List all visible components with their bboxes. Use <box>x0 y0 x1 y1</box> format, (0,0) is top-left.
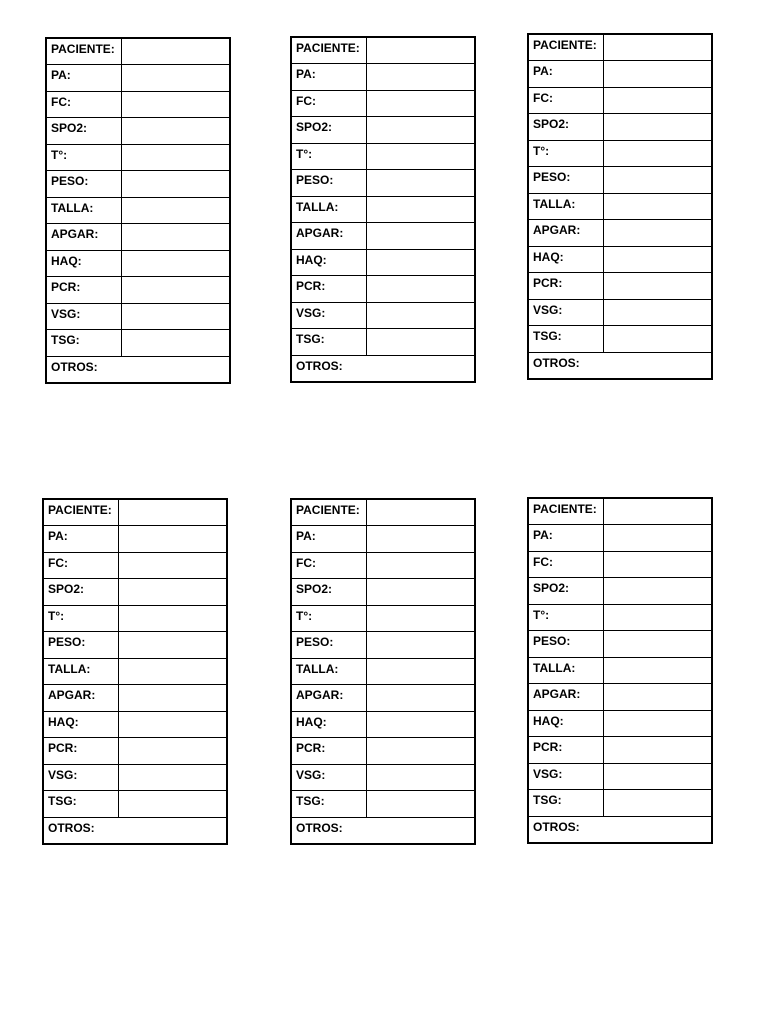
field-value-cell[interactable] <box>121 91 230 118</box>
field-label: FC: <box>291 552 366 579</box>
field-row <box>291 329 475 356</box>
field-label: PCR: <box>43 738 118 765</box>
field-value-cell[interactable] <box>603 631 712 658</box>
field-row <box>528 684 712 711</box>
field-value-cell[interactable] <box>118 764 227 791</box>
field-value-cell[interactable] <box>603 167 712 194</box>
field-label: APGAR: <box>528 220 603 247</box>
field-value-cell[interactable] <box>366 170 475 197</box>
field-row <box>46 38 230 65</box>
field-row <box>291 143 475 170</box>
patient-card <box>527 33 713 380</box>
field-value-cell[interactable] <box>121 118 230 145</box>
otros-row <box>528 352 712 379</box>
field-value-cell[interactable] <box>366 526 475 553</box>
otros-label[interactable]: OTROS: <box>291 817 475 844</box>
field-row <box>528 551 712 578</box>
field-label: TALLA: <box>528 657 603 684</box>
field-label: HAQ: <box>291 711 366 738</box>
field-label: T°: <box>528 604 603 631</box>
field-value-cell[interactable] <box>366 223 475 250</box>
field-row <box>528 710 712 737</box>
field-value-cell[interactable] <box>121 144 230 171</box>
field-row <box>43 499 227 526</box>
field-value-cell[interactable] <box>603 114 712 141</box>
field-row <box>43 764 227 791</box>
field-row <box>291 37 475 64</box>
field-value-cell[interactable] <box>121 224 230 251</box>
field-row <box>46 330 230 357</box>
field-label: FC: <box>46 91 121 118</box>
field-label: TSG: <box>528 790 603 817</box>
field-label: HAQ: <box>528 710 603 737</box>
field-row <box>528 657 712 684</box>
field-value-cell[interactable] <box>121 38 230 65</box>
field-label: SPO2: <box>291 117 366 144</box>
field-row <box>528 61 712 88</box>
field-label: SPO2: <box>43 579 118 606</box>
field-label: VSG: <box>43 764 118 791</box>
field-value-cell[interactable] <box>603 551 712 578</box>
field-value-cell[interactable] <box>366 37 475 64</box>
field-value-cell[interactable] <box>366 196 475 223</box>
field-row <box>528 140 712 167</box>
field-label: PA: <box>528 525 603 552</box>
field-row <box>291 605 475 632</box>
field-label: TSG: <box>291 329 366 356</box>
otros-row <box>46 356 230 383</box>
field-row <box>291 632 475 659</box>
field-value-cell[interactable] <box>121 250 230 277</box>
field-label: APGAR: <box>43 685 118 712</box>
field-row <box>43 552 227 579</box>
field-row <box>291 764 475 791</box>
field-value-cell[interactable] <box>118 658 227 685</box>
field-row <box>291 499 475 526</box>
field-row <box>528 737 712 764</box>
field-row <box>291 791 475 818</box>
field-label: PCR: <box>528 273 603 300</box>
field-row <box>291 711 475 738</box>
field-value-cell[interactable] <box>603 684 712 711</box>
field-row <box>528 604 712 631</box>
field-row <box>43 658 227 685</box>
field-label: PESO: <box>291 170 366 197</box>
field-value-cell[interactable] <box>603 193 712 220</box>
otros-row <box>43 817 227 844</box>
otros-label[interactable]: OTROS: <box>528 816 712 843</box>
field-row <box>291 552 475 579</box>
field-value-cell[interactable] <box>121 330 230 357</box>
field-label: TSG: <box>528 326 603 353</box>
field-label: HAQ: <box>528 246 603 273</box>
field-value-cell[interactable] <box>118 526 227 553</box>
field-value-cell[interactable] <box>603 604 712 631</box>
field-label: PA: <box>43 526 118 553</box>
field-label: TSG: <box>43 791 118 818</box>
field-row <box>46 277 230 304</box>
field-row <box>43 632 227 659</box>
field-label: PCR: <box>291 738 366 765</box>
field-label: APGAR: <box>46 224 121 251</box>
otros-label[interactable]: OTROS: <box>43 817 227 844</box>
field-row <box>43 605 227 632</box>
field-row <box>528 246 712 273</box>
field-value-cell[interactable] <box>603 273 712 300</box>
field-value-cell[interactable] <box>118 738 227 765</box>
field-value-cell[interactable] <box>603 34 712 61</box>
field-value-cell[interactable] <box>121 171 230 198</box>
field-row <box>528 193 712 220</box>
field-row <box>528 299 712 326</box>
field-label: FC: <box>528 87 603 114</box>
field-value-cell[interactable] <box>366 738 475 765</box>
field-label: T°: <box>291 605 366 632</box>
field-row <box>528 790 712 817</box>
field-value-cell[interactable] <box>118 499 227 526</box>
field-label: PACIENTE: <box>43 499 118 526</box>
field-label: SPO2: <box>528 578 603 605</box>
field-value-cell[interactable] <box>366 632 475 659</box>
field-value-cell[interactable] <box>121 197 230 224</box>
otros-row <box>291 817 475 844</box>
field-label: PESO: <box>43 632 118 659</box>
field-value-cell[interactable] <box>121 303 230 330</box>
field-label: PACIENTE: <box>46 38 121 65</box>
patient-card <box>45 37 231 384</box>
field-label: T°: <box>43 605 118 632</box>
field-value-cell[interactable] <box>603 140 712 167</box>
field-row <box>291 658 475 685</box>
field-label: PCR: <box>46 277 121 304</box>
field-value-cell[interactable] <box>118 579 227 606</box>
field-label: PACIENTE: <box>291 499 366 526</box>
field-label: PESO: <box>46 171 121 198</box>
field-value-cell[interactable] <box>366 711 475 738</box>
field-label: TSG: <box>46 330 121 357</box>
field-label: VSG: <box>291 302 366 329</box>
field-label: TALLA: <box>43 658 118 685</box>
field-label: PESO: <box>528 167 603 194</box>
field-row <box>528 273 712 300</box>
field-label: PACIENTE: <box>528 498 603 525</box>
field-row <box>291 64 475 91</box>
field-label: APGAR: <box>528 684 603 711</box>
otros-label[interactable]: OTROS: <box>46 356 230 383</box>
field-label: PACIENTE: <box>291 37 366 64</box>
field-value-cell[interactable] <box>603 790 712 817</box>
field-label: FC: <box>43 552 118 579</box>
field-label: VSG: <box>528 299 603 326</box>
patient-card <box>290 498 476 845</box>
field-value-cell[interactable] <box>366 499 475 526</box>
field-value-cell[interactable] <box>603 61 712 88</box>
field-value-cell[interactable] <box>121 65 230 92</box>
field-value-cell[interactable] <box>366 64 475 91</box>
field-label: APGAR: <box>291 223 366 250</box>
field-value-cell[interactable] <box>603 525 712 552</box>
field-label: PCR: <box>291 276 366 303</box>
field-label: SPO2: <box>291 579 366 606</box>
patient-card <box>42 498 228 845</box>
field-value-cell[interactable] <box>366 329 475 356</box>
field-label: TALLA: <box>46 197 121 224</box>
field-row <box>291 223 475 250</box>
field-value-cell[interactable] <box>366 276 475 303</box>
field-row <box>46 303 230 330</box>
field-value-cell[interactable] <box>118 632 227 659</box>
field-label: VSG: <box>528 763 603 790</box>
field-label: PA: <box>528 61 603 88</box>
field-row <box>528 114 712 141</box>
field-row <box>528 578 712 605</box>
field-value-cell[interactable] <box>118 605 227 632</box>
field-label: HAQ: <box>43 711 118 738</box>
field-value-cell[interactable] <box>118 711 227 738</box>
field-label: TALLA: <box>291 196 366 223</box>
field-value-cell[interactable] <box>603 657 712 684</box>
field-label: HAQ: <box>46 250 121 277</box>
field-value-cell[interactable] <box>366 302 475 329</box>
field-value-cell[interactable] <box>603 87 712 114</box>
field-row <box>43 738 227 765</box>
field-value-cell[interactable] <box>366 579 475 606</box>
field-label: PA: <box>291 526 366 553</box>
field-value-cell[interactable] <box>603 246 712 273</box>
field-row <box>43 791 227 818</box>
field-label: PESO: <box>291 632 366 659</box>
field-value-cell[interactable] <box>366 791 475 818</box>
field-row <box>291 249 475 276</box>
field-value-cell[interactable] <box>603 299 712 326</box>
field-row <box>43 685 227 712</box>
field-row <box>46 118 230 145</box>
field-label: APGAR: <box>291 685 366 712</box>
otros-label[interactable]: OTROS: <box>291 355 475 382</box>
field-value-cell[interactable] <box>603 578 712 605</box>
field-row <box>291 90 475 117</box>
field-label: FC: <box>291 90 366 117</box>
field-label: VSG: <box>46 303 121 330</box>
field-row <box>291 196 475 223</box>
field-row <box>528 763 712 790</box>
field-label: SPO2: <box>46 118 121 145</box>
field-row <box>291 579 475 606</box>
field-row <box>291 302 475 329</box>
field-label: PESO: <box>528 631 603 658</box>
field-value-cell[interactable] <box>366 143 475 170</box>
field-row <box>528 220 712 247</box>
field-label: VSG: <box>291 764 366 791</box>
field-value-cell[interactable] <box>118 685 227 712</box>
field-row <box>291 738 475 765</box>
field-label: PA: <box>291 64 366 91</box>
field-value-cell[interactable] <box>603 737 712 764</box>
field-label: PACIENTE: <box>528 34 603 61</box>
field-value-cell[interactable] <box>603 763 712 790</box>
field-row <box>528 87 712 114</box>
field-row <box>46 91 230 118</box>
field-value-cell[interactable] <box>121 277 230 304</box>
field-value-cell[interactable] <box>366 605 475 632</box>
field-value-cell[interactable] <box>118 552 227 579</box>
field-value-cell[interactable] <box>366 249 475 276</box>
field-value-cell[interactable] <box>366 90 475 117</box>
field-row <box>46 224 230 251</box>
field-row <box>528 525 712 552</box>
field-row <box>291 685 475 712</box>
field-row <box>528 631 712 658</box>
field-label: TALLA: <box>528 193 603 220</box>
field-label: TALLA: <box>291 658 366 685</box>
field-row <box>43 526 227 553</box>
field-row <box>43 579 227 606</box>
field-row <box>528 498 712 525</box>
field-row <box>43 711 227 738</box>
field-row <box>528 167 712 194</box>
field-label: TSG: <box>291 791 366 818</box>
field-row <box>46 197 230 224</box>
otros-row <box>291 355 475 382</box>
field-row <box>528 34 712 61</box>
field-value-cell[interactable] <box>118 791 227 818</box>
field-label: HAQ: <box>291 249 366 276</box>
field-value-cell[interactable] <box>603 326 712 353</box>
patient-card <box>527 497 713 844</box>
field-row <box>291 170 475 197</box>
field-label: T°: <box>528 140 603 167</box>
field-label: SPO2: <box>528 114 603 141</box>
field-label: T°: <box>46 144 121 171</box>
field-label: PA: <box>46 65 121 92</box>
field-row <box>528 326 712 353</box>
field-row <box>46 250 230 277</box>
field-value-cell[interactable] <box>366 764 475 791</box>
otros-row <box>528 816 712 843</box>
field-row <box>291 117 475 144</box>
field-row <box>46 65 230 92</box>
field-value-cell[interactable] <box>603 710 712 737</box>
field-value-cell[interactable] <box>366 685 475 712</box>
field-value-cell[interactable] <box>366 117 475 144</box>
field-value-cell[interactable] <box>366 552 475 579</box>
field-label: T°: <box>291 143 366 170</box>
field-value-cell[interactable] <box>603 498 712 525</box>
field-row <box>291 526 475 553</box>
field-label: FC: <box>528 551 603 578</box>
patient-card <box>290 36 476 383</box>
field-value-cell[interactable] <box>366 658 475 685</box>
field-row <box>46 144 230 171</box>
field-row <box>46 171 230 198</box>
field-value-cell[interactable] <box>603 220 712 247</box>
otros-label[interactable]: OTROS: <box>528 352 712 379</box>
field-row <box>291 276 475 303</box>
field-label: PCR: <box>528 737 603 764</box>
